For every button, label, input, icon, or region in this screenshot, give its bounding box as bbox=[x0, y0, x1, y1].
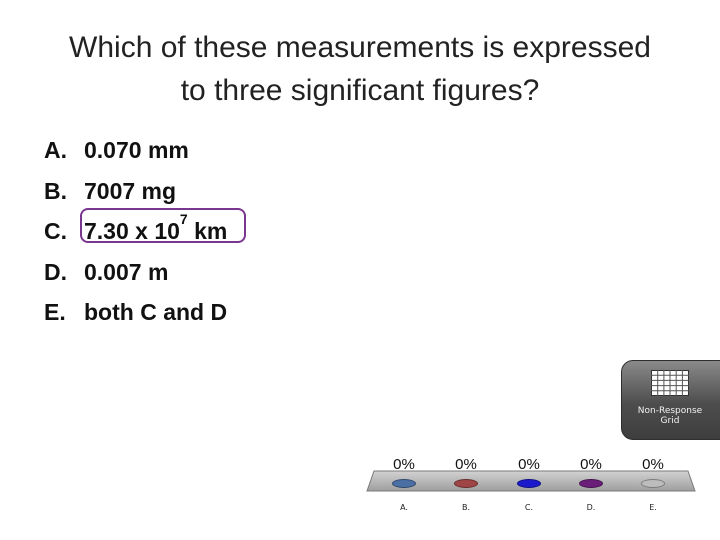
bar-mark bbox=[641, 479, 665, 488]
grid-icon bbox=[651, 370, 689, 396]
option-text: 7007 mg bbox=[84, 177, 177, 204]
bar-mark bbox=[392, 479, 416, 488]
category-label: B. bbox=[461, 503, 471, 512]
non-response-grid-button[interactable] bbox=[621, 360, 720, 440]
bar-value-label: 0% bbox=[580, 456, 602, 473]
category-label: A. bbox=[400, 503, 408, 512]
category-label: E. bbox=[649, 503, 657, 512]
bar-value-label: 0% bbox=[393, 456, 415, 473]
bar-value-label: 0% bbox=[518, 456, 540, 473]
bar-mark bbox=[517, 479, 541, 488]
bar-mark bbox=[454, 479, 478, 488]
bar-mark bbox=[579, 479, 603, 488]
question-title bbox=[30, 26, 690, 112]
option-letter: D. bbox=[44, 258, 67, 285]
option-text: both C and D bbox=[84, 299, 228, 325]
bar-value-label: 0% bbox=[642, 456, 664, 473]
non-response-grid-label bbox=[622, 406, 718, 426]
option-text-base: 7.30 x 10 bbox=[84, 218, 180, 244]
nrg-label-line-2: Grid bbox=[660, 416, 680, 426]
correct-answer-highlight bbox=[80, 208, 246, 243]
category-label: C. bbox=[524, 503, 534, 512]
option-letter: B. bbox=[44, 177, 67, 204]
question-line-2: to three significant figures? bbox=[180, 74, 540, 107]
category-label: D. bbox=[586, 503, 596, 512]
option-text: 0.007 m bbox=[84, 258, 169, 285]
question-line-1: Which of these measurements is expressed bbox=[69, 31, 651, 64]
option-text: 0.070 mm bbox=[84, 137, 189, 163]
option-letter: E. bbox=[44, 299, 66, 325]
nrg-label-line-1: Non-Response bbox=[637, 406, 703, 416]
option-letter: A. bbox=[44, 137, 67, 163]
option-exponent: 7 bbox=[179, 211, 188, 227]
option-letter: C. bbox=[44, 218, 67, 244]
bar-value-label: 0% bbox=[455, 456, 477, 473]
option-text-unit: km bbox=[187, 218, 228, 244]
